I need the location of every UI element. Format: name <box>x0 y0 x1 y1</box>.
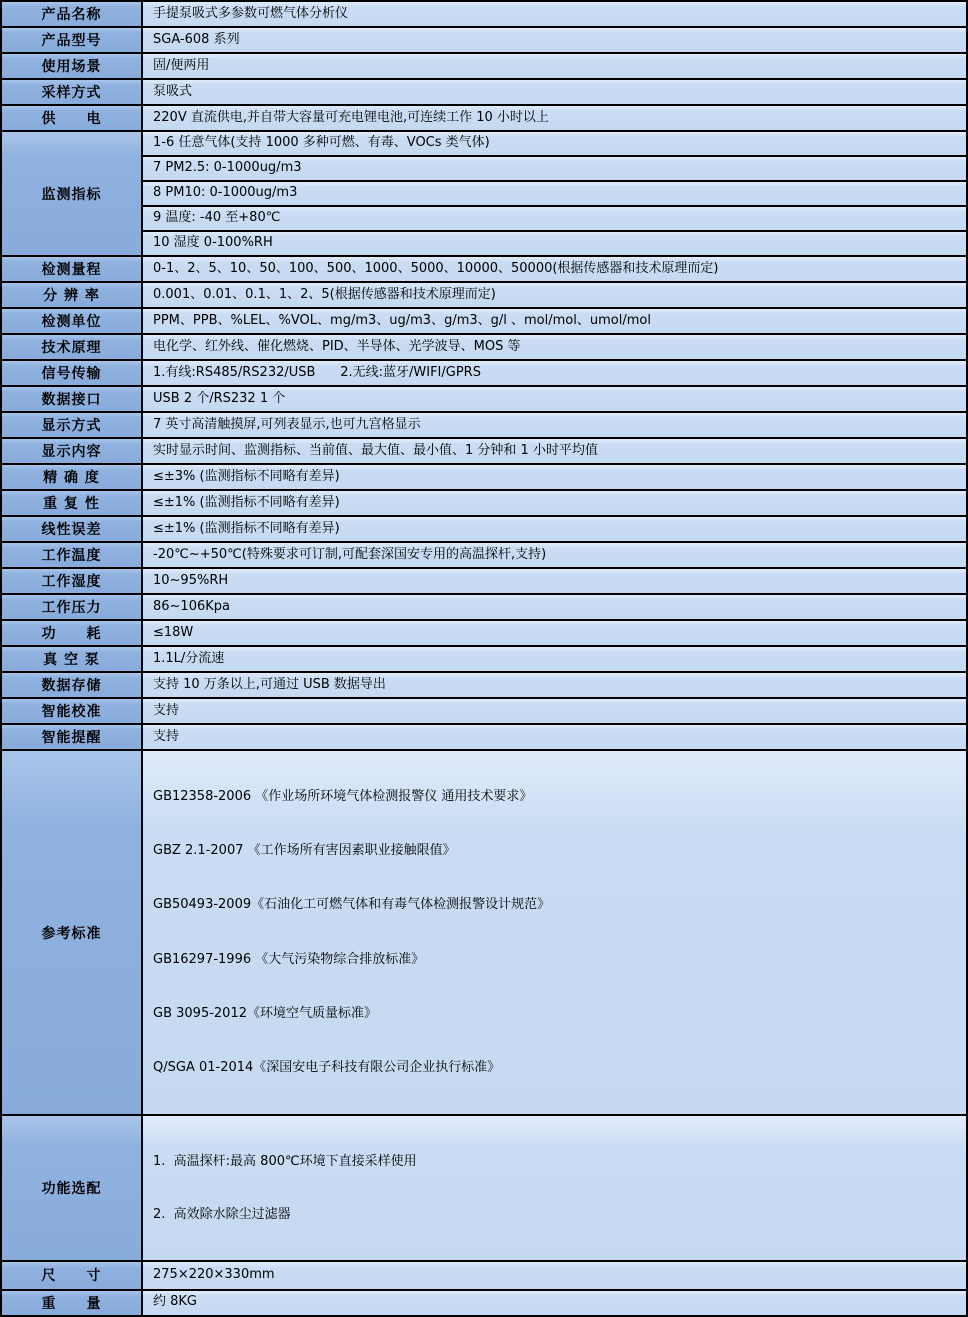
spec-row-linearity-error <box>1 516 967 542</box>
row-value-smart-calibration: 支持 <box>142 698 967 724</box>
row-label-sampling-method: 采样方式 <box>1 79 142 105</box>
spec-row-monitor-indicators <box>1 131 967 156</box>
spec-row-working-humidity <box>1 568 967 594</box>
row-value-repeatability: ≤±1% (监测指标不同略有差异) <box>142 490 967 516</box>
row-value-monitor-pm25: 7 PM2.5: 0-1000ug/m3 <box>142 156 967 181</box>
row-value-vacuum-pump: 1.1L/分流速 <box>142 646 967 672</box>
spec-row-detect-unit <box>1 308 967 334</box>
spec-row-weight <box>1 1290 967 1316</box>
row-value-resolution: 0.001、0.01、0.1、1、2、5(根据传感器和技术原理而定) <box>142 282 967 308</box>
optional-feature-line: 2. 高效除水除尘过滤器 <box>153 1207 291 1223</box>
row-label-detect-unit: 检测单位 <box>1 308 142 334</box>
row-value-signal-transmission: 1.有线:RS485/RS232/USB 2.无线:蓝牙/WIFI/GPRS <box>142 360 967 386</box>
row-value-reference-standards <box>142 750 967 1115</box>
row-value-usage-scene: 固/便两用 <box>142 53 967 79</box>
spec-row-monitor-humidity <box>1 231 967 256</box>
row-label-smart-calibration: 智能校准 <box>1 698 142 724</box>
row-value-smart-reminder: 支持 <box>142 724 967 750</box>
reference-standard-line: GB16297-1996 《大气污染物综合排放标准》 <box>153 951 425 967</box>
row-label-smart-reminder: 智能提醒 <box>1 724 142 750</box>
row-value-linearity-error: ≤±1% (监测指标不同略有差异) <box>142 516 967 542</box>
spec-row-display-content <box>1 438 967 464</box>
row-label-power-consumption: 功 耗 <box>1 620 142 646</box>
reference-standard-line: GB50493-2009《石油化工可燃气体和有毒气体检测报警设计规范》 <box>153 897 551 913</box>
row-value-data-interface: USB 2 个/RS232 1 个 <box>142 386 967 412</box>
row-value-working-humidity: 10~95%RH <box>142 568 967 594</box>
row-value-detect-unit: PPM、PPB、%LEL、%VOL、mg/m3、ug/m3、g/m3、g/l 、mol/mol、umol/mol <box>142 308 967 334</box>
row-label-weight: 重 量 <box>1 1290 142 1316</box>
row-label-detect-range: 检测量程 <box>1 256 142 282</box>
spec-row-reference-standards <box>1 750 967 1115</box>
row-label-linearity-error: 线性误差 <box>1 516 142 542</box>
row-label-reference-standards: 参考标准 <box>1 750 142 1115</box>
row-label-accuracy: 精 确 度 <box>1 464 142 490</box>
reference-standard-line: Q/SGA 01-2014《深国安电子科技有限公司企业执行标准》 <box>153 1060 501 1076</box>
spec-row-product-name <box>1 1 967 27</box>
spec-row-data-interface <box>1 386 967 412</box>
reference-standard-line: GB12358-2006 《作业场所环境气体检测报警仪 通用技术要求》 <box>153 788 533 804</box>
row-value-dimensions: 275×220×330mm <box>142 1261 967 1290</box>
spec-row-power-consumption <box>1 620 967 646</box>
row-label-vacuum-pump: 真 空 泵 <box>1 646 142 672</box>
row-label-display-content: 显示内容 <box>1 438 142 464</box>
row-label-working-humidity: 工作湿度 <box>1 568 142 594</box>
optional-feature-line: 1. 高温探杆:最高 800℃环境下直接采样使用 <box>153 1154 417 1170</box>
spec-row-working-temp <box>1 542 967 568</box>
spec-row-usage-scene <box>1 53 967 79</box>
row-value-monitor-pm10: 8 PM10: 0-1000ug/m3 <box>142 181 967 206</box>
spec-row-power-supply <box>1 105 967 131</box>
reference-standard-line: GBZ 2.1-2007 《工作场所有害因素职业接触限值》 <box>153 843 456 859</box>
row-label-product-name: 产品名称 <box>1 1 142 27</box>
spec-row-data-storage <box>1 672 967 698</box>
row-label-signal-transmission: 信号传输 <box>1 360 142 386</box>
spec-row-repeatability <box>1 490 967 516</box>
row-value-display-content: 实时显示时间、监测指标、当前值、最大值、最小值、1 分钟和 1 小时平均值 <box>142 438 967 464</box>
spec-row-model <box>1 27 967 53</box>
row-label-repeatability: 重 复 性 <box>1 490 142 516</box>
row-value-power-consumption: ≤18W <box>142 620 967 646</box>
row-value-accuracy: ≤±3% (监测指标不同略有差异) <box>142 464 967 490</box>
row-value-power-supply: 220V 直流供电,并自带大容量可充电锂电池,可连续工作 10 小时以上 <box>142 105 967 131</box>
spec-row-optional-features <box>1 1115 967 1260</box>
row-label-dimensions: 尺 寸 <box>1 1261 142 1290</box>
row-label-resolution: 分 辨 率 <box>1 282 142 308</box>
spec-row-tech-principle <box>1 334 967 360</box>
row-label-working-pressure: 工作压力 <box>1 594 142 620</box>
row-value-tech-principle: 电化学、红外线、催化燃烧、PID、半导体、光学波导、MOS 等 <box>142 334 967 360</box>
row-label-optional-features: 功能选配 <box>1 1115 142 1260</box>
spec-row-accuracy <box>1 464 967 490</box>
spec-row-display-mode <box>1 412 967 438</box>
row-label-usage-scene: 使用场景 <box>1 53 142 79</box>
spec-row-smart-reminder <box>1 724 967 750</box>
row-value-monitor-humidity: 10 湿度 0-100%RH <box>142 231 967 256</box>
spec-row-signal-transmission <box>1 360 967 386</box>
spec-row-monitor-temp <box>1 206 967 231</box>
row-value-detect-range: 0-1、2、5、10、50、100、500、1000、5000、10000、50000(根据传感器和技术原理而定) <box>142 256 967 282</box>
row-value-weight: 约 8KG <box>142 1290 967 1316</box>
row-label-model: 产品型号 <box>1 27 142 53</box>
row-value-product-name: 手提泵吸式多参数可燃气体分析仪 <box>142 1 967 27</box>
row-label-data-storage: 数据存储 <box>1 672 142 698</box>
spec-row-working-pressure <box>1 594 967 620</box>
row-value-data-storage: 支持 10 万条以上,可通过 USB 数据导出 <box>142 672 967 698</box>
spec-row-sampling-method <box>1 79 967 105</box>
spec-row-detect-range <box>1 256 967 282</box>
row-label-data-interface: 数据接口 <box>1 386 142 412</box>
row-value-working-pressure: 86~106Kpa <box>142 594 967 620</box>
row-label-power-supply: 供 电 <box>1 105 142 131</box>
row-value-monitor-gas: 1-6 任意气体(支持 1000 多种可燃、有毒、VOCs 类气体) <box>142 131 967 156</box>
spec-row-dimensions <box>1 1261 967 1290</box>
spec-row-smart-calibration <box>1 698 967 724</box>
row-label-monitor-indicators: 监测指标 <box>1 131 142 256</box>
spec-row-monitor-pm10 <box>1 181 967 206</box>
spec-row-resolution <box>1 282 967 308</box>
row-label-display-mode: 显示方式 <box>1 412 142 438</box>
row-value-display-mode: 7 英寸高清触摸屏,可列表显示,也可九宫格显示 <box>142 412 967 438</box>
row-label-tech-principle: 技术原理 <box>1 334 142 360</box>
row-value-monitor-temp: 9 温度: -40 至+80℃ <box>142 206 967 231</box>
reference-standard-line: GB 3095-2012《环境空气质量标准》 <box>153 1005 377 1021</box>
spec-row-monitor-pm25 <box>1 156 967 181</box>
row-value-sampling-method: 泵吸式 <box>142 79 967 105</box>
row-value-optional-features <box>142 1115 967 1260</box>
row-value-working-temp: -20℃~+50℃(特殊要求可订制,可配套深国安专用的高温探杆,支持) <box>142 542 967 568</box>
row-value-model: SGA-608 系列 <box>142 27 967 53</box>
row-label-working-temp: 工作温度 <box>1 542 142 568</box>
spec-row-vacuum-pump <box>1 646 967 672</box>
